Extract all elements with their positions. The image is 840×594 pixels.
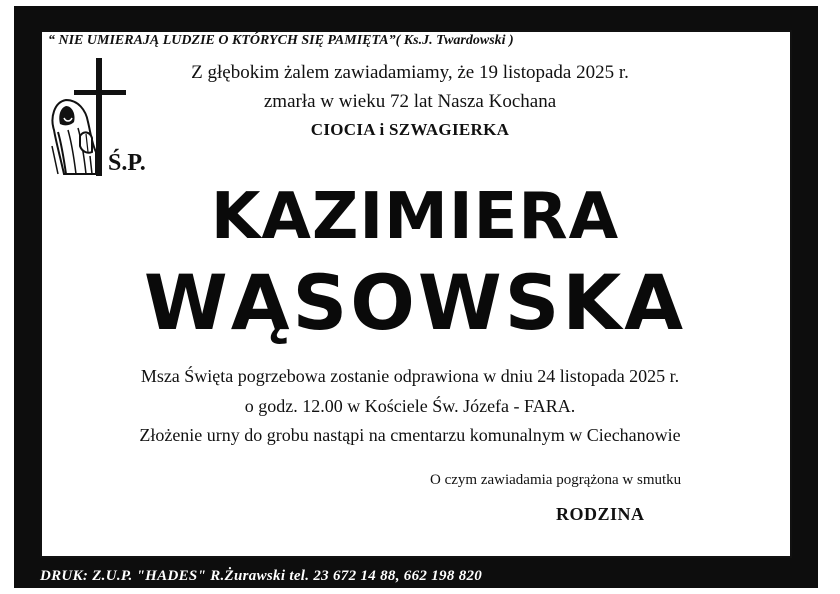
announcement-line-1: Z głębokim żalem zawiadamiamy, że 19 listopada 2025 r. — [191, 62, 629, 83]
funeral-mass-line: Msza Święta pogrzebowa zostanie odprawiona w dniu 24 listopada 2025 r. — [140, 366, 680, 386]
motto-quote: “ NIE UMIERAJĄ LUDZIE O KTÓRYCH SIĘ PAMIĘTA”( Ks.J. Twardowski ) — [48, 33, 514, 48]
deceased-first-name: KAZIMIERA — [210, 180, 620, 254]
printer-footer: DRUK: Z.U.P. "HADES" R.Żurawski tel. 23 672 14 88, 662 198 820 — [40, 568, 483, 584]
signature-family: RODZINA — [556, 504, 645, 524]
burial-line: Złożenie urny do grobu nastąpi na cmentarzu komunalnym w Ciechanowie — [139, 425, 681, 445]
deceased-last-name: WĄSOWSKA — [143, 258, 687, 347]
funeral-time-place-line: o godz. 12.00 w Kościele Św. Józefa - FARA. — [244, 396, 576, 416]
closing-text: O czym zawiadamia pogrążona w smutku — [430, 472, 682, 488]
announcement-line-2: zmarła w wieku 72 lat Nasza Kochana — [263, 91, 557, 112]
sp-prefix: Ś.P. — [108, 150, 146, 176]
relation-title: CIOCIA i SZWAGIERKA — [310, 120, 510, 139]
